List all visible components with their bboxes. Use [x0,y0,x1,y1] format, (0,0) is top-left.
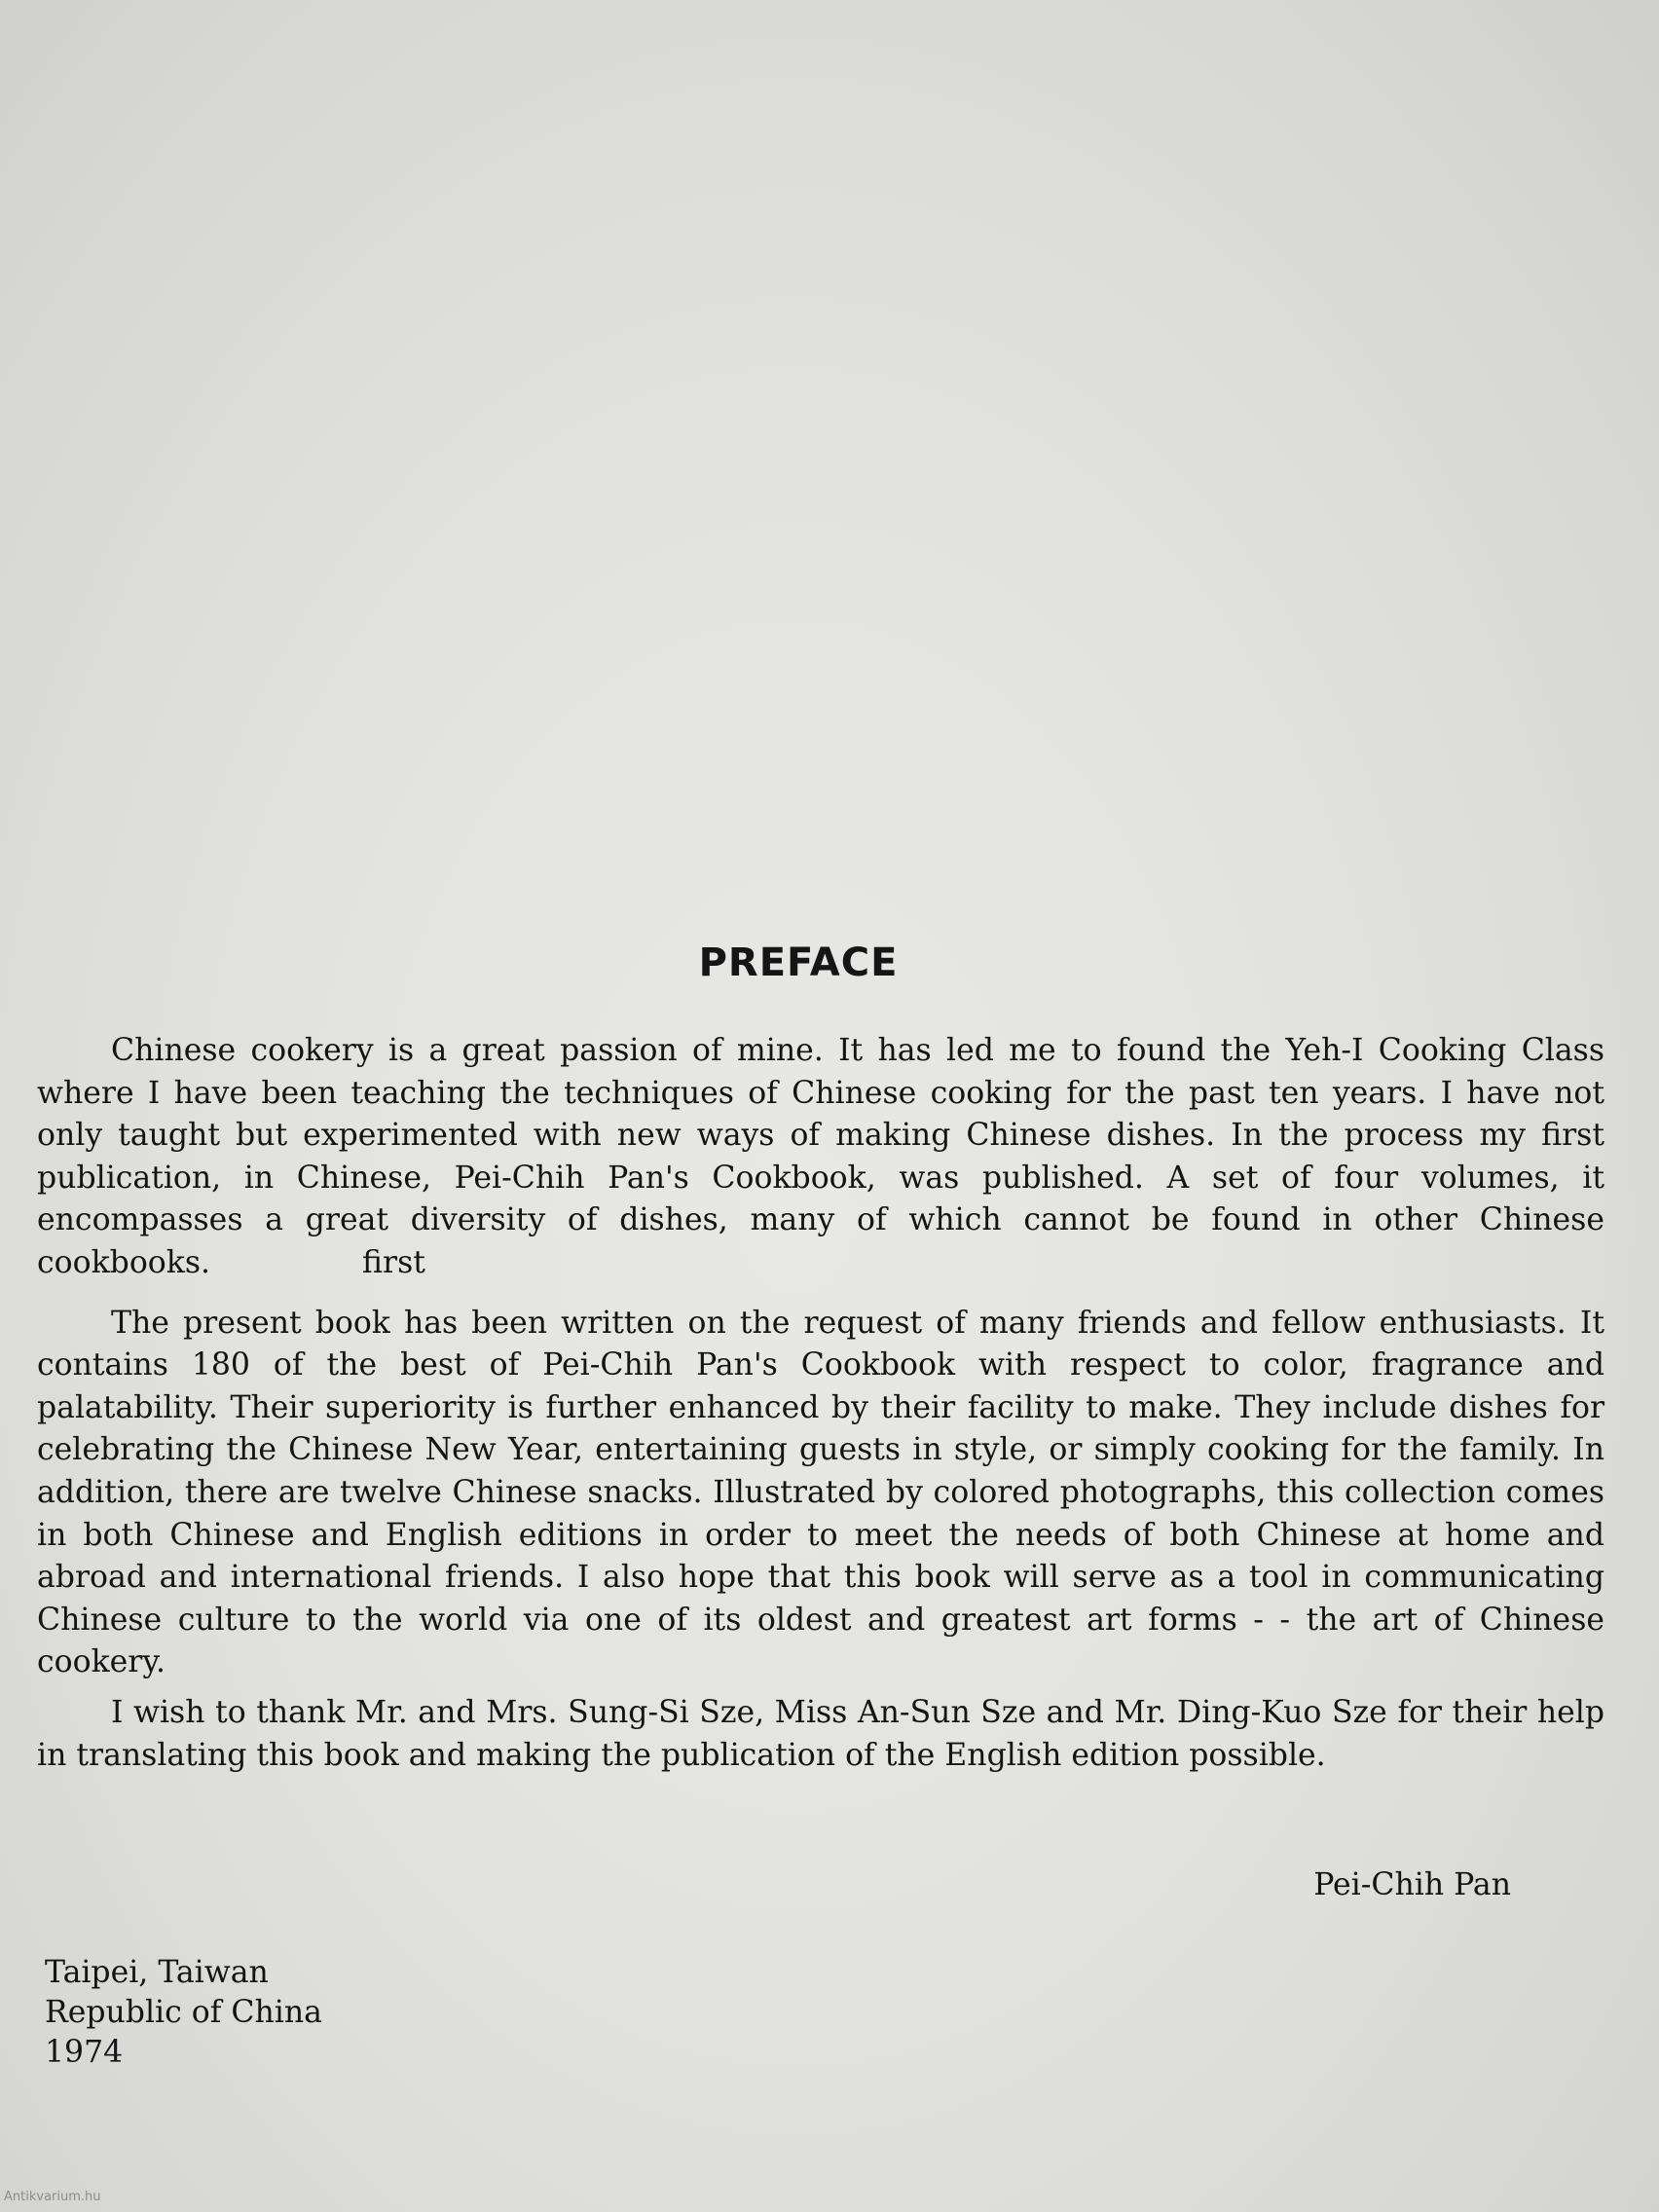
watermark: Antikvarium.hu [4,2190,101,2204]
paragraph-3-text: I wish to thank Mr. and Mrs. Sung-Si Sze, Miss An-Sun Sze and Mr. Ding-Kuo Sze for their help in translating this book and making the publication of the English edition possible. [37,1694,1604,1773]
place-and-date [45,1953,322,2073]
preface-body [37,1030,1604,1777]
page-title: PREFACE [698,940,899,985]
paragraph-1-text: Chinese cookery is a great passion of mine. It has led me to found the Yeh-I Cooking Class where I have been teaching the techniques of Chinese cooking for the past ten years. I have not only taught but experimented with new ways of making Chinese dishes. In the process my first publication, in Chinese, Pei-Chih Pan's Cookbook, was published. A set of four volumes, it encompasses a great diversity of dishes, many of which cannot be found in other Chinese cookbooks. [37,1033,1604,1280]
author-signature: Pei-Chih Pan [1313,1867,1511,1902]
paragraph-1 [37,1030,1604,1285]
place-line-country: Republic of China [45,1995,322,2030]
paragraph-1-tail: first [362,1244,425,1280]
paragraph-2-text: The present book has been written on the request of many friends and fellow enthusiasts. It contains 180 of the best of Pei-Chih Pan's Cookbook with respect to color, fragrance and palatability. Their superiority is further enhanced by their facility to make. They include dishes for celebrating the Chinese New Year, entertaining guests in style, or simply cooking for the family. In addition, there are twelve Chinese snacks. Illustrated by colored photographs, this collection comes in both Chinese and English editions in order to meet the needs of both Chinese at home and abroad and international friends. I also hope that this book will serve as a tool in communicating Chinese culture to the world via one of its oldest and greatest art forms - - the art of Chinese cookery. [37,1305,1604,1680]
paragraph-3 [37,1692,1604,1777]
place-line-year: 1974 [45,2035,124,2070]
paragraph-2 [37,1303,1604,1684]
place-line-city: Taipei, Taiwan [45,1955,269,1990]
